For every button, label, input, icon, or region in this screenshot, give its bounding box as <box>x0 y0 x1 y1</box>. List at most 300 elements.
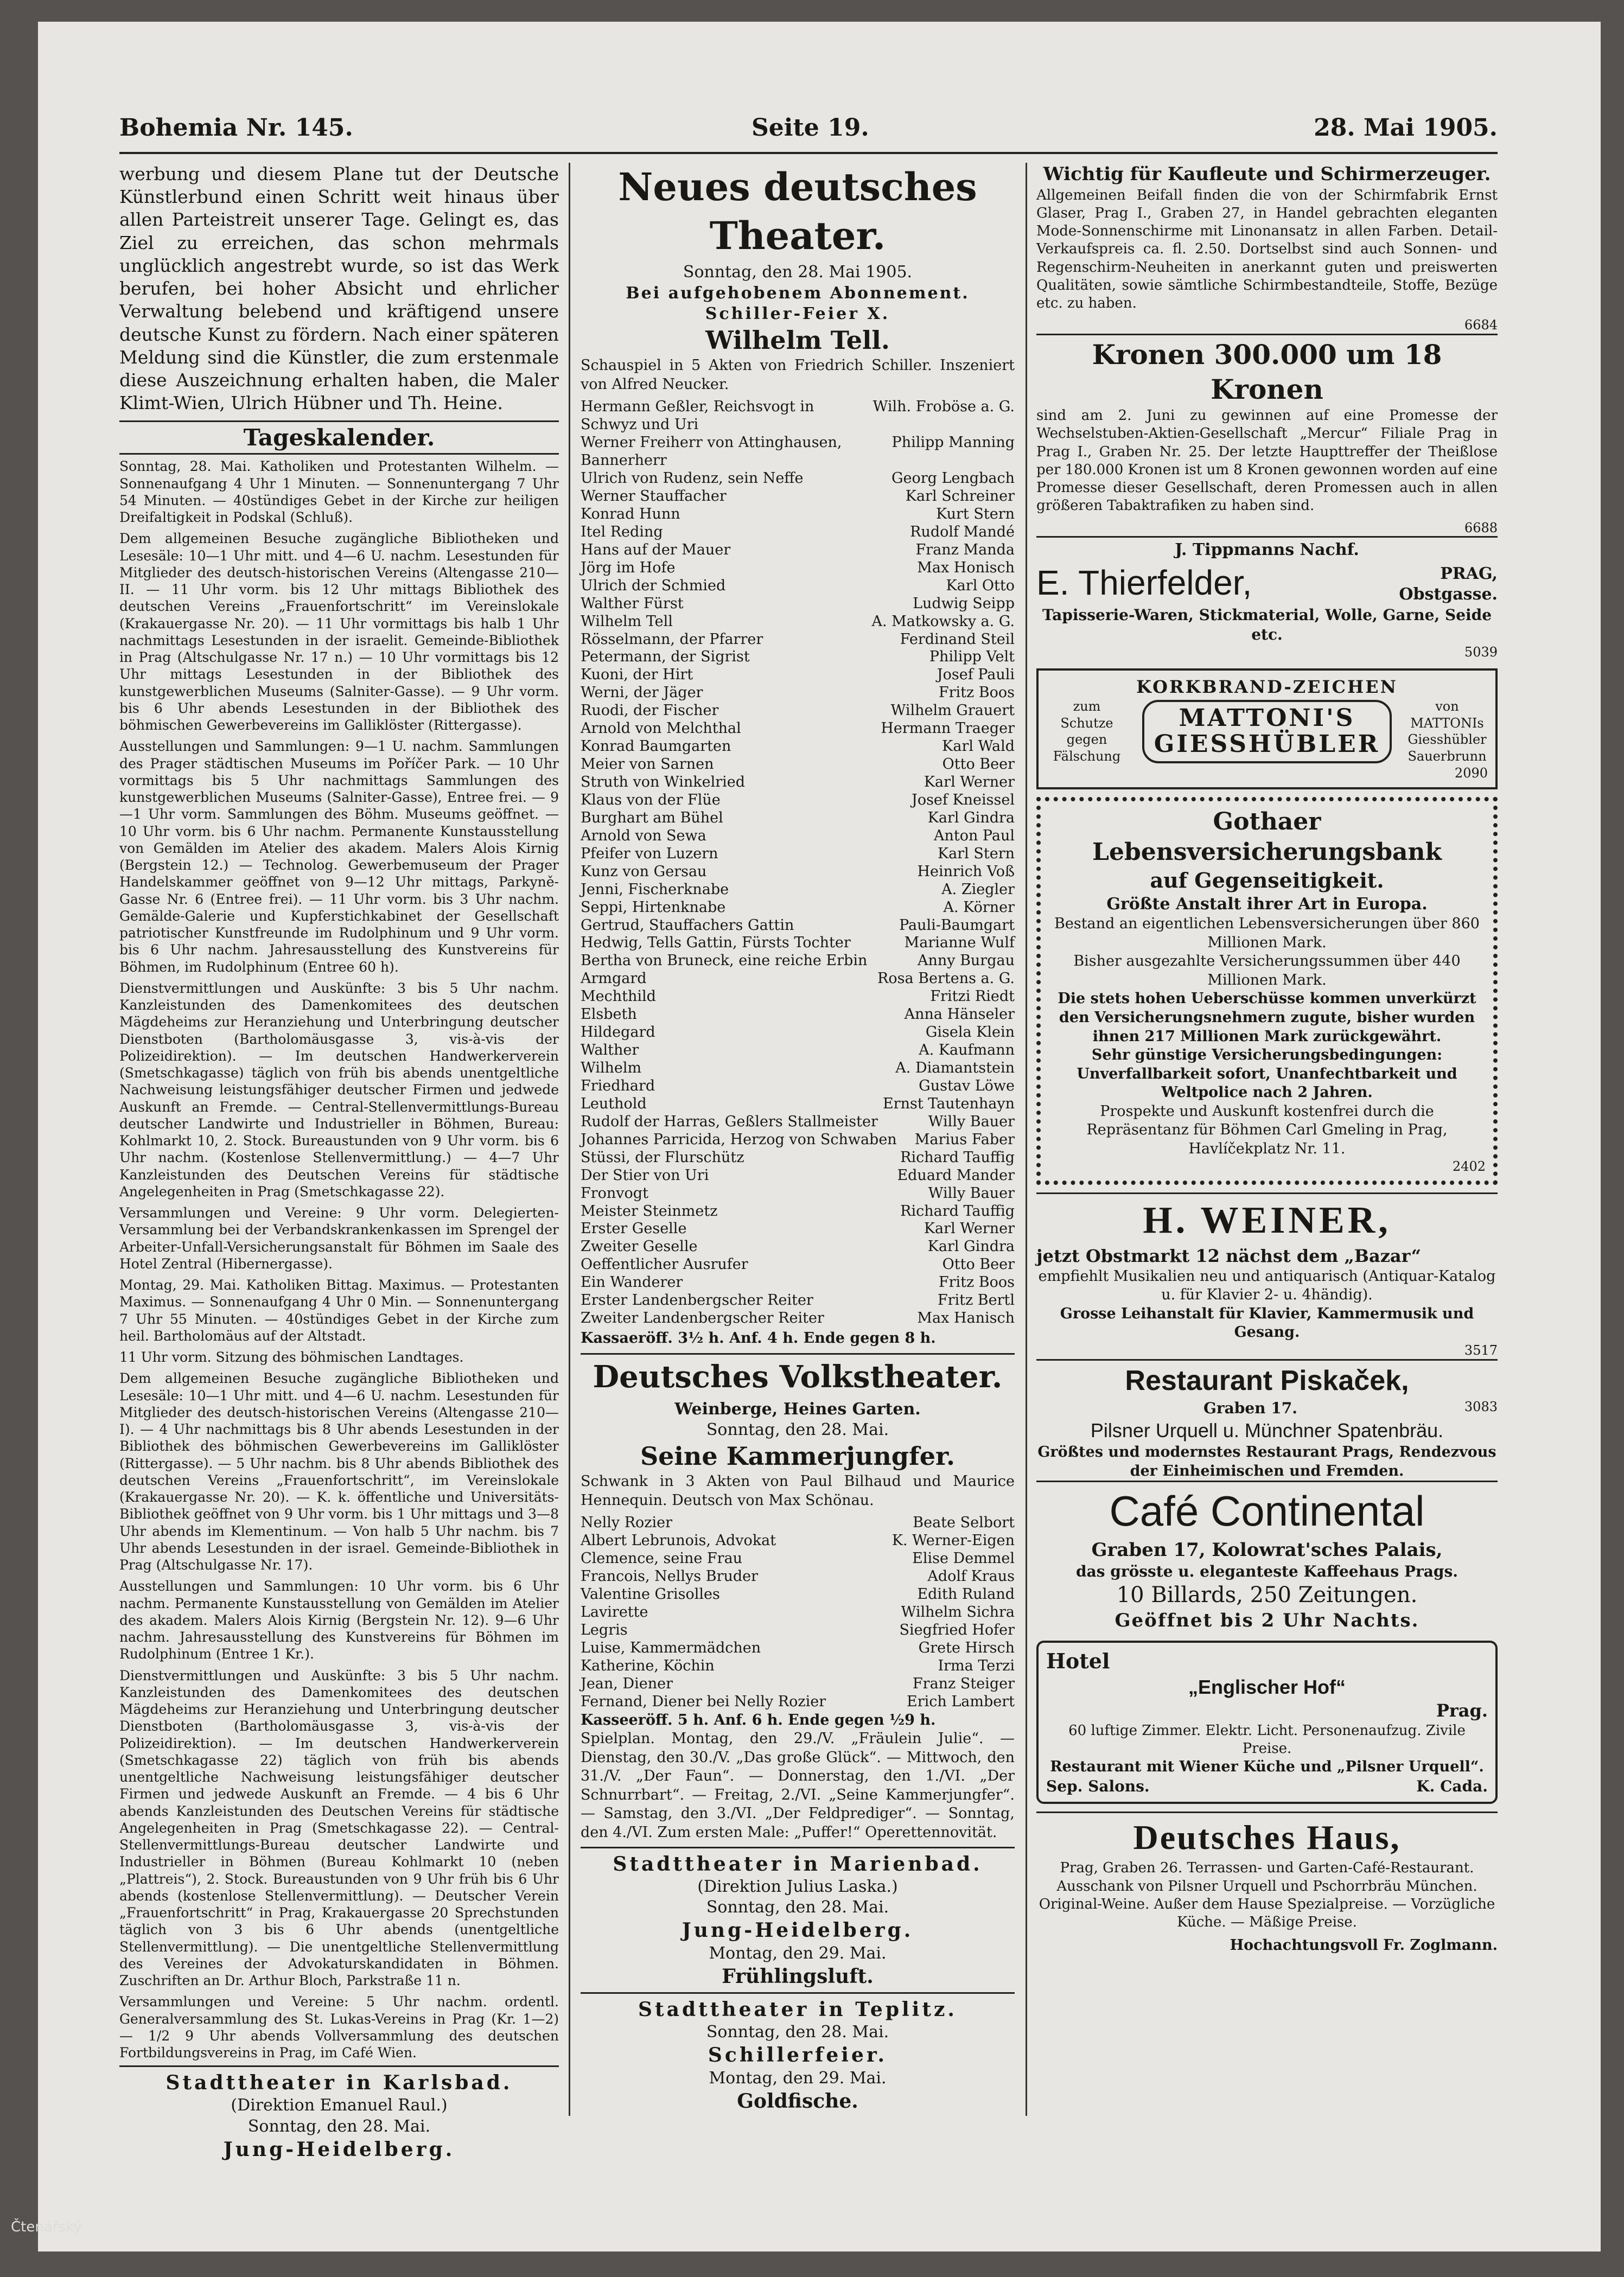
header-page-number: Seite 19. <box>752 114 869 142</box>
cast-row <box>581 1024 1015 1042</box>
article-continuation: werbung und diesem Plane tut der Deutsche Künstlerbund einen Schritt weit hinaus über allen Parteistreit unserer Tage. Gelingt es, das Ziel zu erreichen, das schon mehrmals unglücklich angestrebt wurde, so ist das Werk berufen, bei hoher Absicht und ehrlicher Verwaltung belebend und kräftigend unsere deutsche Kunst zu fördern. Nach einer späteren Meldung sind die Künstler, die zum erstenmale diese Auszeichnung erhalten haben, die Maler Klimt-Wien, Ulrich Hübner und Th. Heine. <box>119 163 559 414</box>
cast-role: Friedhard <box>581 1077 655 1094</box>
ad-piskacek-line: Größtes und modernstes Restaurant Prags, Rendezvous der Einheimischen und Fremden. <box>1037 1444 1496 1479</box>
cast-actor: Philipp Manning <box>891 434 1015 451</box>
marienbad-date2: Montag, den 29. Mai. <box>709 1943 887 1963</box>
ad-hotel-name: „Englischer Hof“ <box>1188 1675 1346 1698</box>
cast-actor: K. Werner-Eigen <box>891 1532 1015 1549</box>
ad-thierfelder-name: E. Thierfelder, <box>1036 563 1252 602</box>
cast-role: Legris <box>581 1622 628 1639</box>
ad-mattoni-title: KORKBRAND-ZEICHEN <box>1136 677 1398 698</box>
ad-schirm <box>1036 163 1498 334</box>
ad-hotel-line: 60 luftige Zimmer. Elektr. Licht. Personenaufzug. Zivile Preise. <box>1068 1722 1466 1757</box>
ad-deutsches-haus-name: Deutsches Haus, <box>1133 1817 1401 1857</box>
cast-list <box>581 398 1015 1328</box>
cast-row <box>581 1167 1015 1185</box>
cast-actor: Eduard Mander <box>897 1166 1015 1184</box>
ad-piskacek-name: Restaurant Piskaček, <box>1125 1364 1409 1396</box>
cast-row <box>581 1203 1015 1221</box>
cast-row <box>581 524 1015 541</box>
cast-role: Werni, der Jäger <box>581 684 703 701</box>
cast-role: Petermann, der Sigrist <box>581 648 750 666</box>
cast-row <box>581 1550 1015 1568</box>
cast-role: Walther <box>581 1042 639 1059</box>
cast-row <box>581 1149 1015 1167</box>
cast-role: Itel Reding <box>581 523 663 540</box>
cast-actor: Irma Terzi <box>938 1657 1015 1674</box>
cast-role: Kuoni, der Hirt <box>581 666 693 684</box>
cast-role: Arnold von Melchthal <box>581 720 741 737</box>
marienbad-notice <box>581 1847 1015 1989</box>
cast-actor: Wilhelm Grauert <box>890 702 1015 719</box>
cast-actor: Anny Burgau <box>917 952 1015 970</box>
cast-actor: Adolf Kraus <box>927 1568 1015 1585</box>
cast-actor: Josef Pauli <box>937 666 1015 684</box>
cast-role: Nelly Rozier <box>581 1514 673 1532</box>
schiller-feier: Schiller-Feier X. <box>705 304 890 323</box>
marienbad-direction: (Direktion Julius Laska.) <box>697 1877 898 1896</box>
kalender-heading: Tageskalender. <box>119 420 559 455</box>
cast-row <box>581 1514 1015 1532</box>
mattoni-cork-stamp <box>1142 700 1392 763</box>
ad-number: 3083 <box>1464 1399 1498 1415</box>
cast-row <box>581 845 1015 863</box>
volkstheater-title: Deutsches Volkstheater. <box>593 1359 1003 1395</box>
cast-row <box>581 738 1015 756</box>
cast-row <box>581 1532 1015 1550</box>
header-date: 28. Mai 1905. <box>1314 114 1498 142</box>
cast-row <box>581 648 1015 666</box>
kalender-paragraph: Dienstvermittlungen und Auskünfte: 3 bis 5 Uhr nachm. Kanzleistunden des Damenkomitees des deutschen Mägdeheims zur Heranziehung und Unterbringung deutscher Dienstboten (Bartholomäusgasse 3, vis-à-vis der Polizeidirektion). — Im deutschen Handwerkerverein (Smetschkagasse) täglich von früh bis abends unentgeltliche Nachweisung leistungsfähiger deutscher Firmen und jedwede Auskunft an Fremde. — Central-Stellenvermittlungs-Bureau deutscher Landwirte und Industrieller in Böhmen, Bureau: Kohlmarkt 10, 2. Stock. Bureaustunden von 9 Uhr vorm. bis 6 Uhr nachm. (Kostenlose Stellenvermittlung.) — 4—7 Uhr Kanzleistunden des Deutschen Vereins für städtische Angelegenheiten in Prag (Smetschkagasse 22). <box>119 980 559 1200</box>
cast-actor: Georg Lengbach <box>891 470 1015 487</box>
cast-actor: Hermann Traeger <box>881 720 1015 737</box>
cast-row <box>581 488 1015 506</box>
cast-actor: A. Ziegler <box>941 881 1015 898</box>
kalender-paragraph: 11 Uhr vorm. Sitzung des böhmischen Landtages. <box>119 1349 464 1366</box>
cast-role: Katherine, Köchin <box>581 1657 715 1674</box>
ad-gothaer-line: Bisher ausgezahlte Versicherungssummen über 440 Millionen Mark. <box>1073 953 1461 988</box>
play-title: Wilhelm Tell. <box>705 326 890 355</box>
ad-weiner <box>1036 1192 1498 1358</box>
ad-hotel-salons: Sep. Salons. <box>1046 1777 1150 1795</box>
kalender-paragraph: Ausstellungen und Sammlungen: 10 Uhr vorm. bis 6 Uhr nachm. Permanente Kunstausstellung von Gemälden im Atelier des akadem. Malers Alois Kirnig (Bergstein Nr. 12). 9—6 Uhr nachm. Jahresausstellung des Kunstvereins für Böhmen im Rudolphinum (Entree 1 Kr.). <box>119 1578 559 1662</box>
volkstheater-times: Kasseeröff. 5 h. Anf. 6 h. Ende gegen ½9 h. <box>581 1711 936 1729</box>
cast-row <box>581 684 1015 702</box>
cast-actor: Grete Hirsch <box>918 1640 1015 1656</box>
cast-actor: Karl Werner <box>924 1220 1015 1238</box>
cast-actor: Fritz Boos <box>938 1274 1015 1291</box>
ad-weiner-line: empfiehlt Musikalien neu und antiquarisch (Antiquar-Katalog u. für Klavier 2- u. 4händig). <box>1038 1267 1496 1304</box>
cast-role: Walther Fürst <box>581 595 684 612</box>
ad-gothaer-line: Prospekte und Auskunft kostenfrei durch die Repräsentanz für Böhmen Carl Gmeling in Prag, Havlíčekplatz Nr. 11. <box>1086 1102 1448 1157</box>
ad-piskacek <box>1036 1359 1498 1481</box>
cast-row <box>581 1568 1015 1586</box>
cast-role: Lavirette <box>581 1604 648 1621</box>
ad-englischer-hof <box>1036 1641 1498 1804</box>
cast-role: Elsbeth <box>581 1006 637 1023</box>
cast-role: Jenni, Fischerknabe <box>581 881 729 898</box>
ad-piskacek-addr: Graben 17. <box>1203 1399 1297 1418</box>
cast-actor: Ludwig Seipp <box>913 595 1015 612</box>
ad-mattoni <box>1036 668 1498 789</box>
ad-continental-line: das grösste u. eleganteste Kaffeehaus Prags. <box>1076 1562 1458 1581</box>
cast-actor: A. Kaufmann <box>919 1042 1015 1059</box>
cast-actor: Anton Paul <box>933 827 1015 844</box>
mattoni-brand: MATTONI'S <box>1179 704 1355 732</box>
abonnement-note: Bei aufgehobenem Abonnement. <box>626 283 970 303</box>
cast-row <box>581 970 1015 988</box>
cast-actor: Gustav Löwe <box>919 1077 1015 1094</box>
spielplan: Spielplan. Montag, den 29./V. „Fräulein Julie“. — Dienstag, den 30./V. „Das große Glück“. — Mittwoch, den 31./V. „Der Faun“. — Donnerstag, den 1./VI. „Der Schnurrbart“. — Freitag, 2./VI. „Seine Kammerjungfer“. — Samstag, den 3./VI. „Der Feldprediger“. — Sonntag, den 4./VI. Zum ersten Male: „Puffer!“ Operettennovität. <box>581 1730 1015 1841</box>
volkstheater-cast <box>581 1514 1015 1711</box>
cast-actor: Wilh. Froböse a. G. <box>872 398 1015 416</box>
marienbad-play2: Frühlingsluft. <box>722 1965 874 1988</box>
cast-role: Der Stier von Uri <box>581 1166 709 1184</box>
cast-row <box>581 1604 1015 1622</box>
karlsbad-play: Jung-Heidelberg. <box>223 2138 455 2161</box>
ad-gothaer-line: Bestand an eigentlichen Lebensversicherungen über 860 Millionen Mark. <box>1054 915 1480 951</box>
cast-role: Ein Wanderer <box>581 1274 683 1291</box>
ad-thierfelder-row <box>1036 561 1498 605</box>
ad-thierfelder-text: Tapisserie-Waren, Stickmaterial, Wolle, Garne, Seide etc. <box>1042 605 1492 643</box>
cast-role: Erster Landenbergscher Reiter <box>581 1292 813 1309</box>
cast-row <box>581 1586 1015 1604</box>
kalender-paragraph: Ausstellungen und Sammlungen: 9—1 U. nachm. Sammlungen des Prager städtischen Museums im Poříčer Park. — 10 Uhr vormittags bis 5 Uhr nachmittags Sammlungen des kunstgewerblichen Museums (Salniter-Gasse), Entree frei. — 9—1 Uhr vorm. Sammlungen des Böhm. Museums geöffnet. — 10 Uhr vorm. bis 6 Uhr nachm. Permanente Kunstausstellung von Gemälden im Atelier des akadem. Malers Alois Kirnig (Bergstein 12.) — Technolog. Gewerbemuseum der Prager Handelskammer geöffnet von 9—12 Uhr mittags, Parkyně-Gasse Nr. 6 (Entree frei). — 11 Uhr vorm. bis 3 Uhr nachm. Gemälde-Galerie und Kupferstichkabinet der Gesellschaft patriotischer Kunstfreunde im Rudolphinum und 9 Uhr vorm. bis 6 Uhr nachm. Jahresausstellung des Kunstvereins für Böhmen, im Rudolphinum (Entree 60 h). <box>119 738 559 975</box>
teplitz-play: Schillerfeier. <box>708 2044 888 2067</box>
cast-actor: Karl Stern <box>937 845 1015 862</box>
cast-actor: Richard Tauffig <box>900 1149 1015 1166</box>
cast-role: Leuthold <box>581 1095 647 1112</box>
cast-row <box>581 756 1015 774</box>
cast-row <box>581 1060 1015 1077</box>
ad-number: 3517 <box>1464 1342 1498 1358</box>
cast-actor: Karl Werner <box>924 774 1015 791</box>
cast-role: Luise, Kammermädchen <box>581 1640 761 1656</box>
teplitz-notice <box>581 1992 1015 2114</box>
cast-row <box>581 1256 1015 1274</box>
cast-row <box>581 1657 1015 1675</box>
ad-gothaer-line: Größte Anstalt ihrer Art in Europa. <box>1106 894 1428 914</box>
cast-role: Rösselmann, der Pfarrer <box>581 630 763 648</box>
cast-row <box>581 827 1015 845</box>
volkstheater-place: Weinberge, Heines Garten. <box>674 1399 921 1419</box>
cast-row <box>581 1693 1015 1711</box>
ad-schirm-title: Wichtig für Kaufleute und Schirmerzeuger. <box>1043 163 1491 185</box>
cast-role: Erster Geselle <box>581 1220 687 1238</box>
ad-gothaer <box>1036 797 1498 1185</box>
cast-role: Struth von Winkelried <box>581 774 746 791</box>
ad-gothaer-line: Sehr günstige Versicherungsbedingungen: Unverfallbarkeit sofort, Unanfechtbarkeit und Weltpolice nach 2 Jahren. <box>1077 1047 1457 1101</box>
cast-actor: Anna Hänseler <box>904 1006 1015 1023</box>
volkstheater <box>581 1353 1015 1842</box>
ad-hotel-line: Restaurant mit Wiener Küche und „Pilsner Urquell“. <box>1050 1758 1484 1776</box>
volkstheater-play: Seine Kammerjungfer. <box>640 1442 956 1471</box>
cast-row <box>581 1131 1015 1149</box>
ad-gothaer-title: Gothaer Lebensversicherungsbank <box>1092 807 1442 866</box>
cast-role: Werner Freiherr von Attinghausen, Bannerherr <box>581 434 842 469</box>
teplitz-play2: Goldfische. <box>737 2089 858 2113</box>
cast-role: Fronvogt <box>581 1184 648 1202</box>
ad-continental-name: Café Continental <box>1109 1487 1425 1535</box>
cast-row <box>581 559 1015 577</box>
cast-row <box>581 863 1015 881</box>
cast-role: Meister Steinmetz <box>581 1202 718 1220</box>
cast-actor: Otto Beer <box>942 1256 1015 1273</box>
cast-row <box>581 952 1015 970</box>
cast-actor: Karl Otto <box>946 577 1015 594</box>
cast-row <box>581 666 1015 684</box>
cast-role: Ruodi, der Fischer <box>581 702 719 719</box>
kalender-paragraph: Dem allgemeinen Besuche zugängliche Bibliotheken und Lesesäle: 10—1 Uhr mitt. und 4—6 U. nachm. Lesestunden für Mitglieder des deutsch-historischen Vereins (Altengasse 210—II. — 11 Uhr vorm. bis 12 Uhr mittags Bibliothek des deutschen Vereins „Frauenfortschritt“ im Vereinslokale (Krakauergasse Nr. 20). — 11 Uhr vormittags bis halb 1 Uhr nachmittags Lesestunden in der israelit. Gemeinde-Bibliothek in Prag (Altschulgasse Nr. 17 n.) — 10 Uhr vormittags bis 12 Uhr mittags Lesestunden in der Bibliothek des kunstgewerblichen Museums (Salniter-Gasse). — 9 Uhr vorm. bis 6 Uhr abends Lesestunden in der Bibliothek des böhmischen Gewerbevereins im Galliklöster (Rittergasse). <box>119 531 559 734</box>
cast-role: Zweiter Geselle <box>581 1238 698 1255</box>
cast-role: Francois, Nellys Bruder <box>581 1568 759 1585</box>
header-rule <box>119 152 1498 154</box>
cast-row <box>581 577 1015 595</box>
cast-actor: A. Körner <box>943 898 1015 916</box>
cast-role: Gertrud, Stauffachers Gattin <box>581 916 794 934</box>
cast-row <box>581 1238 1015 1256</box>
karlsbad-direction: (Direktion Emanuel Raul.) <box>231 2096 448 2115</box>
cast-actor: Elise Demmel <box>912 1550 1015 1567</box>
ad-continental-line: Graben 17, Kolowrat'sches Palais, <box>1091 1539 1443 1561</box>
header-paper-name: Bohemia Nr. 145. <box>119 114 353 142</box>
cast-role: Bertha von Bruneck, eine reiche Erbin <box>581 952 868 970</box>
cast-role: Hans auf der Mauer <box>581 541 731 558</box>
cast-role: Konrad Hunn <box>581 505 680 522</box>
ad-deutsches-haus <box>1036 1812 1498 1955</box>
cast-actor: Siegfried Hofer <box>899 1622 1015 1639</box>
volkstheater-description: Schwank in 3 Akten von Paul Bilhaud und Maurice Hennequin. Deutsch von Max Schönau. <box>581 1473 1015 1509</box>
ad-continental <box>1036 1481 1498 1633</box>
cast-actor: Fritz Boos <box>938 684 1015 701</box>
cast-actor: Heinrich Voß <box>917 863 1015 880</box>
ad-hotel-owner: K. Cada. <box>1416 1777 1488 1795</box>
cast-role: Rudolf der Harras, Geßlers Stallmeister <box>581 1113 878 1130</box>
cast-actor: Fritz Bertl <box>937 1292 1015 1309</box>
cast-row <box>581 1310 1015 1328</box>
cast-row <box>581 1077 1015 1095</box>
ad-hotel-city: Prag. <box>1436 1700 1488 1721</box>
cast-role: Seppi, Hirtenknabe <box>581 898 726 916</box>
ad-mattoni-body <box>1046 698 1488 765</box>
ad-thierfelder-place: PRAG, Obstgasse. <box>1399 564 1498 604</box>
theater-title: Neues deutsches Theater. <box>618 164 977 258</box>
ad-piskacek-line: Pilsner Urquell u. Münchner Spatenbräu. <box>1090 1419 1444 1442</box>
cast-row <box>581 1095 1015 1113</box>
ad-gothaer-sub: auf Gegenseitigkeit. <box>1150 868 1384 893</box>
cast-row <box>581 934 1015 952</box>
kalender-paragraph: Versammlungen und Vereine: 5 Uhr nachm. ordentl. Generalversammlung des St. Lukas-Vereins in Prag (Kr. 1—2) — 1/2 9 Uhr abends Vollversammlung des deutschen Fortbildungsvereins in Prag, im Café Wien. <box>119 1994 559 2061</box>
cast-actor: Max Honisch <box>917 559 1015 576</box>
ad-continental-line: Geöffnet bis 2 Uhr Nachts. <box>1114 1610 1419 1632</box>
cast-actor: Fritzi Riedt <box>930 988 1015 1005</box>
teplitz-title: Stadttheater in Teplitz. <box>638 1998 957 2021</box>
cast-role: Wilhelm <box>581 1060 642 1077</box>
cast-row <box>581 702 1015 720</box>
marienbad-date: Sonntag, den 28. Mai. <box>706 1898 889 1917</box>
cast-actor: Franz Steiger <box>912 1675 1015 1692</box>
cast-actor: Otto Beer <box>942 756 1015 773</box>
cast-role: Klaus von der Flüe <box>581 791 721 808</box>
ad-mattoni-left: zum Schutze gegen Fälschung <box>1053 699 1121 764</box>
ad-weiner-line: jetzt Obstmarkt 12 nächst dem „Bazar“ <box>1036 1245 1422 1266</box>
cast-role: Albert Lebrunois, Advokat <box>581 1532 776 1549</box>
cast-actor: Erich Lambert <box>907 1693 1015 1710</box>
cast-actor: Gisela Klein <box>925 1024 1015 1041</box>
column-divider <box>1026 163 1027 2116</box>
cast-role: Stüssi, der Flurschütz <box>581 1149 744 1166</box>
cast-actor: A. Matkowsky a. G. <box>871 613 1015 630</box>
cast-row <box>581 1185 1015 1203</box>
cast-role: Meier von Sarnen <box>581 756 714 773</box>
kalender-paragraph: Dienstvermittlungen und Auskünfte: 3 bis 5 Uhr nachm. Kanzleistunden des Damenkomitees des deutschen Mägdeheims zur Heranziehung und Unterbringung deutscher Dienstboten (Bartholomäusgasse 3, vis-à-vis der Polizeidirektion). — Im deutschen Handwerkerverein (Smetschkagasse 22) täglich von früh bis abends unentgeltliche Nachweisung leistungsfähiger deutscher Firmen und jedwede Auskunft an Fremde. — 4 bis 6 Uhr abends Kanzleistunden des Deutschen Vereins für städtische Angelegenheiten in Prag (Smetschkagasse 22). — Central-Stellenvermittlungs-Bureau deutscher Landwirte und Industrieller in Böhmen (Bureau Kohlmarkt 10 (neben „Plattreis“), 2. Stock. Bureaustunden von 9 Uhr früh bis 6 Uhr abends (kostenlose Stellenvermittlung). — Deutscher Verein „Frauenfortschritt“ in Prag, Krakauergasse 20 Sprechstunden täglich von 3 bis 6 Uhr abends (unentgeltliche Stellenvermittlung). — Die unentgeltliche Stellenvermittlung des Vereines der Advokaturskandidaten in Böhmen. Zuschriften an Dr. Arthur Bloch, Parkstraße 11 n. <box>119 1667 559 1989</box>
cast-row <box>581 506 1015 524</box>
cast-row <box>581 792 1015 809</box>
ad-number: 2402 <box>1452 1159 1486 1175</box>
marienbad-play: Jung-Heidelberg. <box>682 1919 914 1942</box>
cast-actor: Willy Bauer <box>928 1184 1015 1202</box>
kasse-times: Kassaeröff. 3½ h. Anf. 4 h. Ende gegen 8 h. <box>581 1330 936 1347</box>
giesshuebler-brand: GIESSHÜBLER <box>1154 730 1380 758</box>
cast-actor: Marius Faber <box>914 1131 1015 1148</box>
teplitz-date: Sonntag, den 28. Mai. <box>706 2023 889 2042</box>
ad-kronen-title: Kronen 300.000 um 18 Kronen <box>1092 339 1442 406</box>
play-description: Schauspiel in 5 Akten von Friedrich Schiller. Inszeniert von Alfred Neucker. <box>581 357 1015 393</box>
karlsbad-title: Stadttheater in Karlsbad. <box>165 2071 513 2095</box>
cast-actor: Willy Bauer <box>928 1113 1015 1130</box>
cast-row <box>581 917 1015 935</box>
cast-role: Werner Stauffacher <box>581 488 727 505</box>
column-left <box>119 163 559 2161</box>
ad-weiner-name: H. WEINER, <box>1143 1200 1391 1242</box>
cast-row <box>581 809 1015 827</box>
cast-role: Ulrich von Rudenz, sein Neffe <box>581 470 804 487</box>
kalender-paragraph: Montag, 29. Mai. Katholiken Bittag. Maximus. — Protestanten Maximus. — Sonnenaufgang 4 Uhr 0 Min. — Sonnenuntergang 7 Uhr 55 Minuten. — 40stündiges Gebet in der Kirche zum heil. Bartholomäus auf der Altstadt. <box>119 1277 559 1344</box>
column-middle <box>581 163 1015 2113</box>
cast-role: Pfeifer von Luzern <box>581 845 718 862</box>
library-stamp: Čtenářský <box>11 2219 82 2235</box>
volkstheater-date: Sonntag, den 28. Mai. <box>706 1420 889 1440</box>
cast-actor: Ferdinand Steil <box>900 630 1015 648</box>
performance-times <box>581 1330 1015 1348</box>
cast-row <box>581 1622 1015 1640</box>
cast-actor: A. Diamantstein <box>895 1060 1015 1077</box>
cast-role: Arnold von Sewa <box>581 827 706 844</box>
cast-actor: Kurt Stern <box>936 505 1015 522</box>
cast-row <box>581 541 1015 559</box>
cast-role: Hedwig, Tells Gattin, Fürsts Tochter <box>581 934 851 952</box>
cast-role: Zweiter Landenbergscher Reiter <box>581 1310 824 1327</box>
cast-role: Valentine Grisolles <box>581 1586 720 1603</box>
karlsbad-notice <box>119 2065 559 2162</box>
ad-mattoni-right: von MATTONIs Giesshübler Sauerbrunn <box>1408 699 1487 764</box>
kalender-paragraph: Dem allgemeinen Besuche zugängliche Bibliotheken und Lesesäle: 10—1 Uhr mitt. und 4—6 U. nachm. Lesestunden für Mitglieder des deutsch-historischen Vereins (Altengasse 210—I). — 4 Uhr nachmittags bis 8 Uhr abends Lesestunden in der Bibliothek des böhmischen Gewerbevereins im Galliklöster (Rittergasse). — 5 Uhr nachm. bis 8 Uhr abends Bibliothek des deutschen Vereins „Frauenfortschritt“, im Vereinslokale (Krakauergasse Nr. 20). — K. k. öffentliche und Universitäts-Bibliothek geöffnet von 9 Uhr vorm. bis 1 Uhr mittags und 3—8 Uhr abends im Klementinum. — Von halb 5 Uhr nachm. bis 7 Uhr abends Lesestunden in der israel. Gemeinde-Bibliothek in Prag (Altschulgasse Nr. 17). <box>119 1370 559 1573</box>
cast-actor: Karl Gindra <box>927 1238 1015 1255</box>
kalender-paragraph: Versammlungen und Vereine: 9 Uhr vorm. Delegierten-Versammlung bei der Verbandskrankenkassen im Sprengel der Arbeiter-Unfall-Versicherungsanstalt für Böhmen im Saale des Hotel Zentral (Hibernergasse). <box>119 1205 559 1272</box>
cast-role: Ulrich der Schmied <box>581 577 726 594</box>
cast-actor: Rudolf Mandé <box>910 523 1015 540</box>
cast-actor: Edith Ruland <box>917 1586 1015 1603</box>
teplitz-date2: Montag, den 29. Mai. <box>709 2068 887 2088</box>
cast-role: Jean, Diener <box>581 1675 673 1692</box>
ad-kronen <box>1036 334 1498 536</box>
cast-actor: Max Hanisch <box>917 1310 1015 1327</box>
cast-role: Oeffentlicher Ausrufer <box>581 1256 748 1273</box>
cast-row <box>581 1292 1015 1310</box>
cast-role: Hildegard <box>581 1024 655 1041</box>
cast-actor: Pauli-Baumgart <box>899 916 1015 934</box>
ad-kronen-text: sind am 2. Juni zu gewinnen auf eine Promesse der Wechselstuben-Aktien-Gesellschaft „Mercur“ Filiale Prag in Prag I., Graben Nr. 25. Der letzte Haupttreffer der Theißlose per 180.000 Kronen ist um 8 Kronen gewonnen worden auf eine Promesse dieser Gesellschaft, deren Promessen auch in allen größeren Tabaktrafiken zu haben sind. <box>1036 407 1498 514</box>
page-header <box>119 114 1498 146</box>
cast-row <box>581 434 1015 470</box>
cast-role: Konrad Baumgarten <box>581 738 731 755</box>
cast-row <box>581 899 1015 917</box>
ad-number: 2090 <box>1454 765 1488 781</box>
cast-role: Fernand, Diener bei Nelly Rozier <box>581 1693 826 1710</box>
ad-number: 5039 <box>1464 645 1498 660</box>
ad-hotel-row <box>1046 1777 1488 1796</box>
cast-role: Burghart am Bühel <box>581 809 723 826</box>
cast-row <box>581 1006 1015 1024</box>
cast-row <box>581 1042 1015 1060</box>
theater-date: Sonntag, den 28. Mai 1905. <box>683 263 913 282</box>
cast-actor: Karl Wald <box>942 738 1015 755</box>
cast-actor: Rosa Bertens a. G. <box>877 970 1015 987</box>
cast-actor: Josef Kneissel <box>912 791 1015 808</box>
cast-row <box>581 1675 1015 1693</box>
ad-hotel-label: Hotel <box>1046 1648 1110 1673</box>
cast-row <box>581 1113 1015 1131</box>
cast-role: Jörg im Hofe <box>581 559 676 576</box>
karlsbad-date: Sonntag, den 28. Mai. <box>247 2116 431 2136</box>
cast-actor: Ernst Tautenhayn <box>882 1095 1015 1112</box>
cast-actor: Beate Selbort <box>913 1514 1015 1532</box>
cast-row <box>581 1220 1015 1238</box>
cast-row <box>581 595 1015 613</box>
kalender-paragraph: Sonntag, 28. Mai. Katholiken und Protestanten Wilhelm. — Sonnenaufgang 4 Uhr 1 Minuten. — Sonnenuntergang 7 Uhr 54 Minuten. — 40stündiges Gebet in der Kirche zur heiligen Dreifaltigkeit in Podskal (Schluß). <box>119 458 559 526</box>
cast-row <box>581 881 1015 899</box>
cast-role: Clemence, seine Frau <box>581 1550 743 1567</box>
column-divider <box>569 163 570 2116</box>
column-right <box>1036 163 1498 1953</box>
cast-role: Mechthild <box>581 988 656 1005</box>
cast-row <box>581 613 1015 631</box>
cast-actor: Philipp Velt <box>929 648 1015 666</box>
ad-continental-line: 10 Billards, 250 Zeitungen. <box>1116 1583 1418 1608</box>
cast-role: Kunz von Gersau <box>581 863 707 880</box>
cast-actor: Franz Manda <box>915 541 1015 558</box>
cast-row <box>581 774 1015 792</box>
cast-role: Hermann Geßler, Reichsvogt in Schwyz und Uri <box>581 398 814 433</box>
cast-row <box>581 631 1015 649</box>
cast-role: Johannes Parricida, Herzog von Schwaben <box>581 1131 897 1148</box>
marienbad-title: Stadttheater in Marienbad. <box>613 1852 983 1876</box>
newspaper-page <box>38 22 1601 2252</box>
cast-row <box>581 988 1015 1006</box>
ad-schirm-text: Allgemeinen Beifall finden die von der Schirmfabrik Ernst Glaser, Prag I., Graben 27, in Handel gebrachten eleganten Mode-Sonnenschirme mit Linonansatz in allen Farben. Detail-Verkaufspreis ca. fl. 2.50. Dortselbst sind auch Sonnen- und Regenschirm-Neuheiten in anerkannt guten und preiswerten Qualitäten, sowie sämtliche Schirmbestandteile, Stoffe, Bezüge etc. zu haben. <box>1036 187 1498 312</box>
cast-row <box>581 398 1015 434</box>
ad-deutsches-haus-text: Prag, Graben 26. Terrassen- und Garten-Café-Restaurant. Ausschank von Pilsner Urquell und Pschorrbräu München. Original-Weine. Außer dem Hause Spezialpreise. — Vorzügliche Küche. — Mäßige Preise. <box>1039 1860 1495 1931</box>
cast-row <box>581 720 1015 738</box>
cast-row <box>581 1640 1015 1657</box>
ad-weiner-line: Grosse Leihanstalt für Klavier, Kammermusik und Gesang. <box>1060 1305 1474 1341</box>
cast-role: Wilhelm Tell <box>581 613 673 630</box>
cast-actor: Richard Tauffig <box>900 1202 1015 1220</box>
ad-number: 6688 <box>1464 520 1498 535</box>
cast-actor: Wilhelm Sichra <box>901 1604 1015 1621</box>
cast-actor: Karl Gindra <box>927 809 1015 826</box>
ad-deutsches-haus-sign: Hochachtungsvoll Fr. Zoglmann. <box>1230 1936 1498 1954</box>
